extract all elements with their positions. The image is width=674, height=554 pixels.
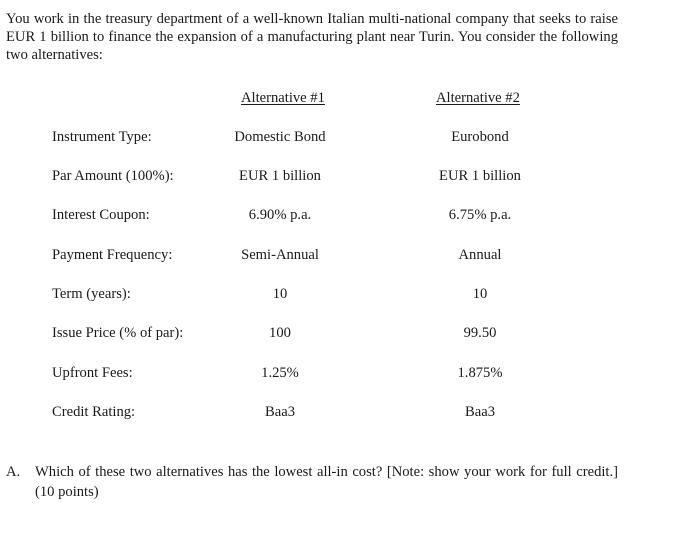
alt1-value: 1.25%: [261, 365, 299, 381]
table-row-issue-price: [0, 325, 674, 343]
row-label: Instrument Type:: [52, 129, 152, 145]
alt2-value: Baa3: [465, 404, 495, 420]
row-label: Payment Frequency:: [52, 247, 173, 263]
alt1-value: 10: [272, 286, 288, 302]
alt2-value: 10: [472, 286, 488, 302]
table-row-interest-coupon: [0, 207, 674, 225]
question-a: [6, 462, 618, 502]
alternative-1-header: Alternative #1: [241, 90, 325, 106]
alt2-value: 99.50: [463, 325, 497, 341]
alt2-value: 6.75% p.a.: [448, 207, 512, 223]
alt1-value: EUR 1 billion: [239, 168, 321, 184]
table-row-upfront-fees: [0, 365, 674, 383]
table-row-payment-frequency: [0, 247, 674, 265]
table-row-par-amount: [0, 168, 674, 186]
alt2-value: Annual: [458, 247, 502, 263]
alt1-value: Domestic Bond: [234, 129, 326, 145]
alternative-2-header: Alternative #2: [436, 90, 520, 106]
row-label: Par Amount (100%):: [52, 168, 174, 184]
question-text: Which of these two alternatives has the lowest all-in cost? [Note: show your work for full credit.] (10 points): [35, 464, 618, 500]
intro-paragraph: You work in the treasury department of a well-known Italian multi-national company that seeks to raise EUR 1 billion to finance the expansion of a manufacturing plant near Turin. You consider the following two alternatives:: [6, 11, 618, 63]
alt1-value: Baa3: [265, 404, 295, 420]
row-label: Interest Coupon:: [52, 207, 150, 223]
table-row-term: [0, 286, 674, 304]
alt1-value: 6.90% p.a.: [248, 207, 312, 223]
table-row-instrument-type: [0, 129, 674, 147]
row-label: Credit Rating:: [52, 404, 136, 420]
alt1-value: 100: [269, 325, 291, 341]
alt2-value: 1.875%: [457, 365, 503, 381]
row-label: Upfront Fees:: [52, 365, 133, 381]
table-row-credit-rating: [0, 404, 674, 422]
question-letter: A.: [6, 464, 21, 480]
alt1-value: Semi-Annual: [241, 247, 319, 263]
alt2-value: Eurobond: [451, 129, 509, 145]
alt2-value: EUR 1 billion: [439, 168, 521, 184]
row-label: Issue Price (% of par):: [52, 325, 184, 341]
row-label: Term (years):: [52, 286, 131, 302]
